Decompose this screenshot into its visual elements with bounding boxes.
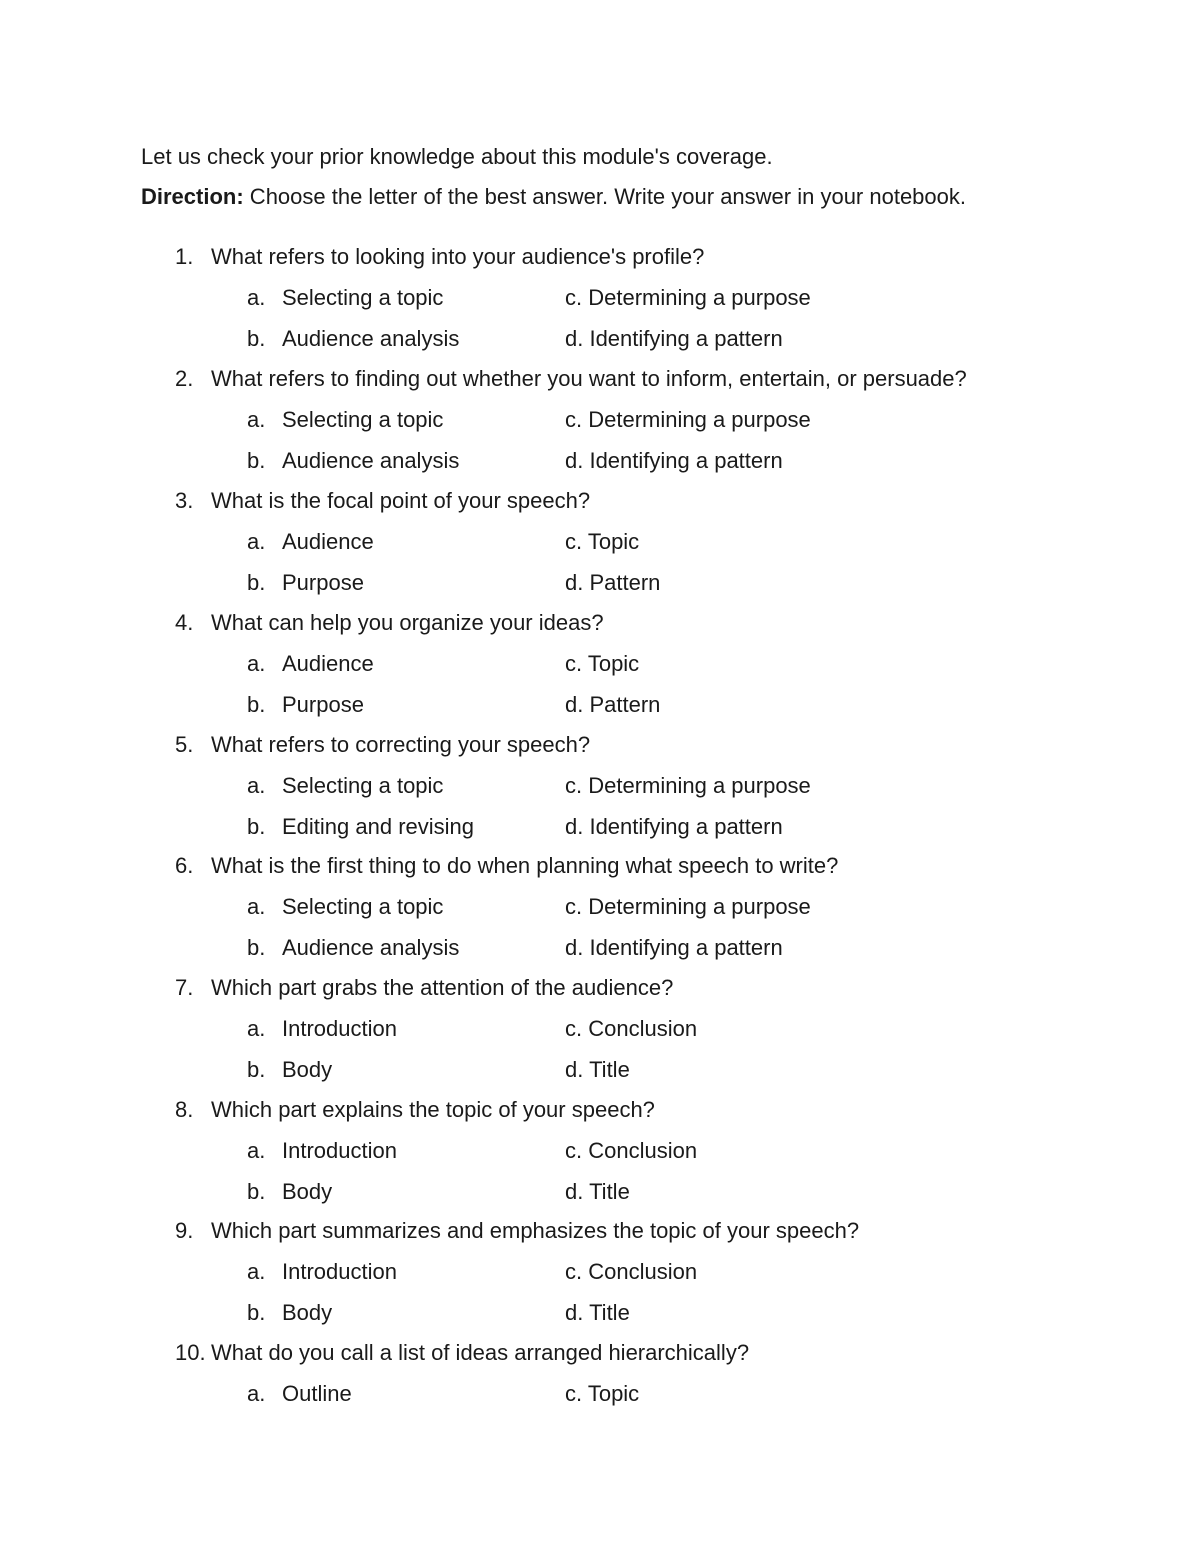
question-number: 9. [175,1218,194,1243]
option-letter-a: a. [247,1016,266,1041]
option-d: d. Title [565,1179,630,1204]
question-text: What is the first thing to do when planning what speech to write? [211,853,839,878]
option-letter-a: a. [247,1381,266,1406]
question-text: Which part grabs the attention of the audience? [211,975,674,1000]
option-a: Selecting a topic [282,285,444,310]
question-number: 4. [175,610,194,635]
option-letter-b: b. [247,1300,266,1325]
option-c: c. Determining a purpose [565,285,811,310]
option-b: Body [282,1300,333,1325]
direction-label: Direction: [141,184,244,209]
question-text: What refers to finding out whether you want to inform, entertain, or persuade? [211,366,967,391]
option-b: Purpose [282,570,364,595]
option-letter-a: a. [247,529,266,554]
option-letter-a: a. [247,285,266,310]
question-text: What can help you organize your ideas? [211,610,604,635]
question-text: Which part summarizes and emphasizes the topic of your speech? [211,1218,860,1243]
option-c: c. Determining a purpose [565,773,811,798]
option-b: Body [282,1179,333,1204]
option-c: c. Topic [565,651,640,676]
question-text: Which part explains the topic of your speech? [211,1097,655,1122]
option-c: c. Conclusion [565,1138,698,1163]
question-number: 5. [175,732,194,757]
option-c: c. Determining a purpose [565,407,811,432]
option-letter-b: b. [247,814,266,839]
option-letter-a: a. [247,651,266,676]
option-b: Audience analysis [282,326,460,351]
option-a: Audience [282,651,374,676]
option-a: Selecting a topic [282,894,444,919]
option-letter-b: b. [247,692,266,717]
option-b: Audience analysis [282,935,460,960]
option-c: c. Conclusion [565,1259,698,1284]
intro-text: Let us check your prior knowledge about this module's coverage. [141,144,773,169]
option-letter-a: a. [247,407,266,432]
option-letter-b: b. [247,1179,266,1204]
option-d: d. Title [565,1300,630,1325]
question-text: What do you call a list of ideas arranged hierarchically? [211,1340,750,1365]
option-letter-a: a. [247,1259,266,1284]
option-a: Selecting a topic [282,407,444,432]
option-letter-a: a. [247,894,266,919]
question-number: 2. [175,366,194,391]
option-a: Introduction [282,1138,397,1163]
option-letter-a: a. [247,773,266,798]
question-text: What refers to looking into your audience's profile? [211,244,705,269]
option-letter-b: b. [247,448,266,473]
question-number: 3. [175,488,194,513]
option-b: Body [282,1057,333,1082]
option-a: Outline [282,1381,352,1406]
option-a: Audience [282,529,374,554]
option-c: c. Topic [565,529,640,554]
option-d: d. Identifying a pattern [565,814,783,839]
option-c: c. Determining a purpose [565,894,811,919]
question-number: 1. [175,244,194,269]
option-a: Selecting a topic [282,773,444,798]
option-letter-a: a. [247,1138,266,1163]
question-number: 10. [175,1340,206,1365]
direction-text: Choose the letter of the best answer. Write your answer in your notebook. [243,184,967,209]
direction-line [141,186,966,208]
option-d: d. Identifying a pattern [565,326,783,351]
option-b: Editing and revising [282,814,475,839]
option-d: d. Identifying a pattern [565,935,783,960]
option-a: Introduction [282,1259,397,1284]
option-b: Audience analysis [282,448,460,473]
option-d: d. Pattern [565,692,661,717]
option-d: d. Identifying a pattern [565,448,783,473]
option-d: d. Pattern [565,570,661,595]
question-number: 8. [175,1097,194,1122]
option-c: c. Topic [565,1381,640,1406]
option-c: c. Conclusion [565,1016,698,1041]
option-letter-b: b. [247,1057,266,1082]
option-a: Introduction [282,1016,397,1041]
option-letter-b: b. [247,326,266,351]
question-number: 7. [175,975,194,1000]
option-b: Purpose [282,692,364,717]
option-letter-b: b. [247,570,266,595]
question-number: 6. [175,853,194,878]
option-letter-b: b. [247,935,266,960]
option-d: d. Title [565,1057,630,1082]
question-text: What is the focal point of your speech? [211,488,591,513]
question-text: What refers to correcting your speech? [211,732,591,757]
